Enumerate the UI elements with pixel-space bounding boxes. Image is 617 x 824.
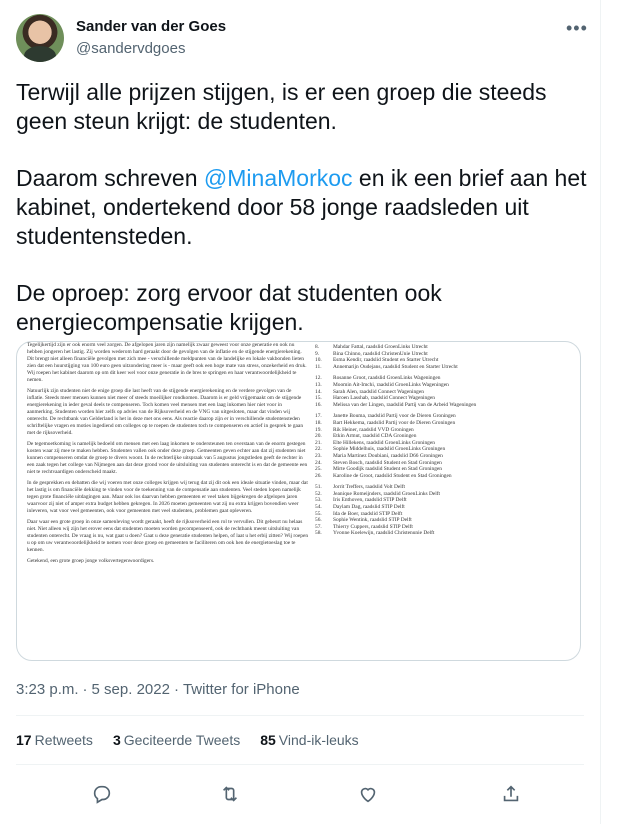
- signatory-row: [315, 446, 570, 453]
- tweet-date[interactable]: 5 sep. 2022: [91, 681, 170, 698]
- signatory-name: Yvonne Koelewijn, raadslid Christenunie Delft: [333, 530, 435, 537]
- signatory-number: 12.: [315, 375, 322, 382]
- signatory-number: 26.: [315, 472, 322, 479]
- signatory-number: 8.: [315, 344, 320, 350]
- signatory-row: [315, 460, 570, 467]
- signatory-number: 55.: [315, 510, 322, 517]
- signatory-name: Elte Hillekens, raadslid GroenLinks Groningen: [333, 439, 435, 446]
- signatory-number: 54.: [315, 504, 322, 511]
- signatory-name: Thierry Cuppers, raadslid STIP Delft: [333, 523, 413, 530]
- action-bar: [0, 774, 600, 814]
- signatory-row: [315, 453, 570, 460]
- signatory-name: Esma Kendir, raadslid Student en Starter Utrecht: [333, 357, 439, 364]
- signatory-row: [315, 484, 570, 491]
- signatory-name: Annemarijn Oudejans, raadslid Student en Starter Utrecht: [333, 363, 458, 370]
- signatory-number: 21.: [315, 439, 322, 446]
- signatory-row: [315, 420, 570, 427]
- signatory-name: Daylam Dag, raadslid STIP Delft: [333, 504, 405, 511]
- signatory-name: Rik Heiner, raadslid VVD Groningen: [333, 426, 414, 433]
- signatory-name: Melissa van der Lingen, raadslid Partij van de Arbeid Wageningen: [333, 401, 477, 408]
- signatory-name: Sarah Alen, raadslid Connect Wageningen: [333, 388, 424, 395]
- signatory-row: [315, 413, 570, 420]
- signatory-row: [315, 375, 570, 382]
- tweet-text-part: en ik een brief aan het kabinet, ondertekend door 58 jonge raadsleden uit studentensteden.: [16, 165, 587, 249]
- signatory-group: [315, 413, 570, 479]
- quotes-label: Geciteerde Tweets: [123, 732, 241, 748]
- retweets-count: 17: [16, 732, 32, 748]
- letter-document: [17, 342, 580, 660]
- letter-paragraph: In de gesprekken en debatten die wij voeren met onze colleges krijgen wij terug dat zij dit ook een ideale situatie vinden, maar dat het lastig is om financiële dekking te vinden voor de toekenning van de compensatie aan studenten. Veel steden lopen namelijk tegen grote financiële uitdagingen aan. Maar ook los daarvan hebben gemeenten er veel taken bijgekregen de afgelopen jaren waarvoor zij niet of amper extra budget hebben gekregen. In 2026 moeten gemeenten wat zij nu extra krijgen bovendien weer inleveren, wat voor veel gemeenten, ook voor gemeenten met veel studenten, problemen gaat opleveren.: [27, 480, 308, 514]
- signatory-name: Steven Bosch, raadslid Student en Stad Groningen: [333, 459, 442, 466]
- signatory-row: [315, 389, 570, 396]
- signatory-number: 16.: [315, 401, 322, 408]
- signatory-name: Sophie Wentink, raadslid STIP Delft: [333, 517, 412, 524]
- signatory-row: [315, 344, 570, 351]
- quotes-count: 3: [112, 732, 121, 748]
- signatory-row: [315, 440, 570, 447]
- reply-icon[interactable]: [88, 780, 116, 808]
- tweet-text-part: Daarom schreven: [16, 165, 204, 191]
- display-name[interactable]: Sander van der Goes: [76, 18, 227, 35]
- signatory-number: 25.: [315, 466, 322, 473]
- signatory-name: Haroen Lasshab, raadslid Connect Wageningen: [333, 395, 436, 402]
- signatory-number: 22.: [315, 446, 322, 453]
- signatory-number: 20.: [315, 433, 322, 440]
- signatory-name: Jeanique Romeijnders, raadslid GroenLinks Delft: [333, 490, 441, 497]
- signatory-group: [315, 344, 570, 370]
- letter-paragraph: De tegemoetkoming is namelijk bedoeld om mensen met een laag inkomen te ondersteunen ten overstaan van de enorm gestegen kosten waar zij mee te maken hebben. Studenten vallen ook onder deze groep. Gemeenten geven echter aan dat zij studenten niet kunnen compenseren omdat de groep te divers woont. In de rechterlijke uitspraak van 5 augustus jongstleden geeft de rechter in een zaak tegen het college van Nijmegen aan dat deze grond voor de uitsluiting van studenten onterecht is en dat de gemeente een niet te rechtvaardigen onderscheid maakt.: [27, 441, 308, 475]
- letter-paragraph: Tegelijkertijd zijn er ook enorm veel zorgen. De afgelopen jaren zijn namelijk zwaar geweest voor onze generatie en ook nu hebben jongeren het lastig. Zij worden wederom hard geraakt door de gevolgen van de inflatie en de stijgende energierekening. Dit brengt niet alleen financiële gevolgen met zich mee - verschillende meldpunten van de landelijke en lokale vakbonden lieten zien dat een huurstijging van 100 euro geen uitzondering meer is - maar geeft ook een hoge mate van stress, onzekerheid en druk. Wij roepen het kabinet daarom op om dit keer wel voor onze generatie in de bres te springen en haar verantwoordelijkheid te nemen.: [27, 342, 307, 383]
- tweet-paragraph: De oproep: zorg ervoor dat studenten ook energiecompensatie krijgen.: [16, 280, 442, 335]
- signatory-row: [315, 466, 570, 473]
- signatory-row: [315, 473, 570, 480]
- signatory-row: [315, 382, 570, 389]
- signatory-name: Maria Martinez Doubiani, raadslid D66 Groningen: [333, 452, 443, 459]
- signatory-number: 23.: [315, 452, 322, 459]
- letter-paragraph: Natuurlijk zijn studenten niet de enige groep die last heeft van de stijgende energierekening en de verdere gevolgen van de inflatie. Steeds meer mensen kunnen niet meer of steeds moeilijker rondkomen. Daarom is er geld vrijgemaakt om de stijgende energierekening in ieder geval deels te compenseren. Toch komen veel mensen met een laag inkomen hier niet voor in aanmerking. Studenten worden hier zelfs op advies van de Rijksoverheid en de VNG van uitgesloten, maar dat vinden wij onterecht. De rechtbank van Gelderland is het in deze met ons eens. Als reactie daarop zijn er in verschillende studentensteden schriftelijke vragen en moties ingediend om colleges op te roepen de studenten toch te compenseren en actief in gesprek te gaan met de rijksoverheid.: [27, 388, 304, 436]
- signatory-number: 53.: [315, 497, 322, 504]
- signatory-row: [315, 402, 570, 409]
- letter-paragraph: Getekend, een grote groep jonge volksvertegenwoordigers.: [27, 558, 155, 564]
- attached-image[interactable]: [16, 341, 581, 661]
- tweet-paragraph: [16, 164, 591, 251]
- signatory-number: 17.: [315, 413, 322, 420]
- tweet-paragraph: Terwijl alle prijzen stijgen, is er een groep die steeds geen steun krijgt: de studenten.: [16, 79, 547, 134]
- signatory-number: 10.: [315, 357, 322, 364]
- divider: [16, 715, 584, 716]
- signatory-number: 9.: [315, 350, 320, 357]
- mention-link[interactable]: @MinaMorkoc: [203, 165, 353, 191]
- signatory-number: 56.: [315, 517, 322, 524]
- signatory-row: [315, 530, 570, 537]
- signatory-number: 51.: [315, 484, 322, 491]
- signatory-name: Bart Hekkema, raadslid Partij voor de Dieren Groningen: [333, 419, 456, 426]
- more-icon[interactable]: •••: [566, 18, 588, 38]
- signatory-number: 24.: [315, 459, 322, 466]
- heart-icon[interactable]: [354, 780, 382, 808]
- letter-body: [27, 342, 309, 569]
- tweet-time[interactable]: 3:23 p.m.: [16, 681, 79, 698]
- signatory-number: 18.: [315, 419, 322, 426]
- signatory-name: Iris Enthoven, raadslid STIP Delft: [333, 497, 407, 504]
- signatory-number: 11.: [315, 363, 322, 370]
- likes-stat[interactable]: [260, 732, 358, 748]
- retweets-stat[interactable]: [16, 732, 93, 748]
- column-border: [600, 0, 601, 824]
- signatory-name: Jorrit Treffers, raadslid Volt Delft: [333, 484, 406, 491]
- signatory-name: Janette Bouma, raadslid Partij voor de Dieren Groningen: [333, 413, 456, 420]
- signatory-number: 14.: [315, 388, 322, 395]
- tweet-source[interactable]: Twitter for iPhone: [182, 681, 300, 698]
- signatory-name: Mirte Goodijk raadslid Student en Stad Groningen: [333, 466, 442, 473]
- signatory-name: Bina Chinno, raadslid ChristenUnie Utrecht: [333, 350, 428, 357]
- signatory-name: Mahdar Fattal, raadslid GroenLinks Utrecht: [333, 344, 428, 350]
- signatory-number: 52.: [315, 490, 322, 497]
- likes-label: Vind-ik-leuks: [278, 732, 359, 748]
- signatory-number: 13.: [315, 381, 322, 388]
- likes-count: 85: [260, 732, 276, 748]
- signatory-name: Ida de Boer, raadslid STIP Delft: [333, 510, 403, 517]
- signatory-list: [315, 344, 570, 542]
- signatory-row: [315, 517, 570, 524]
- signatory-number: 57.: [315, 523, 322, 530]
- signatory-row: [315, 364, 570, 371]
- signatory-number: 15.: [315, 395, 322, 402]
- signatory-row: [315, 351, 570, 358]
- signatory-number: 19.: [315, 426, 322, 433]
- divider: [16, 764, 584, 765]
- letter-paragraph: Daar waar een grote groep in onze samenleving wordt geraakt, heeft de rijksoverheid een rol te vervullen. Dit gebeurt nu helaas niet. Niet alleen wij zijn het erover eens dat studenten moeten worden gecompenseerd, ook de rechtbank meent uitsluiting van studenten onterecht. De vraag is nu, wat gaat u doen? Gaat u deze generatie studenten helpen, of laat u het erbij zitten? Wij roepen u op om uw verantwoordelijkheid te nemen voor deze groep en gemeenten te faciliteren om ook hen de energietoeslag toe te kennen.: [27, 519, 309, 553]
- signatory-group: [315, 375, 570, 408]
- signatory-number: 58.: [315, 530, 322, 537]
- signatory-row: [315, 427, 570, 434]
- tweet-meta: 3:23 p.m. · 5 sep. 2022 · Twitter for iPhone: [16, 681, 300, 698]
- signatory-row: [315, 433, 570, 440]
- user-handle[interactable]: @sandervdgoes: [76, 40, 186, 57]
- quotes-stat[interactable]: [113, 732, 240, 748]
- signatory-name: Karoline de Groot, raadslid Student en Stad Groningen: [333, 472, 452, 479]
- signatory-row: [315, 395, 570, 402]
- avatar[interactable]: [16, 14, 64, 62]
- share-icon[interactable]: [497, 780, 525, 808]
- signatory-row: [315, 357, 570, 364]
- signatory-name: Rosanne Groot, raadslid GroenLinks Wageningen: [333, 375, 441, 382]
- tweet-stats: [16, 732, 359, 748]
- signatory-row: [315, 504, 570, 511]
- signatory-name: Moomin Ait-Imchi, raadslid GroenLinks Wageningen: [333, 381, 449, 388]
- retweets-label: Retweets: [34, 732, 93, 748]
- signatory-name: Etkin Armut, raadslid CDA Groningen: [333, 433, 417, 440]
- signatory-name: Sophie Middelhuis, raadslid GroenLinks Groningen: [333, 446, 446, 453]
- tweet-text: [16, 78, 591, 337]
- retweet-icon[interactable]: [216, 780, 244, 808]
- signatory-group: [315, 484, 570, 537]
